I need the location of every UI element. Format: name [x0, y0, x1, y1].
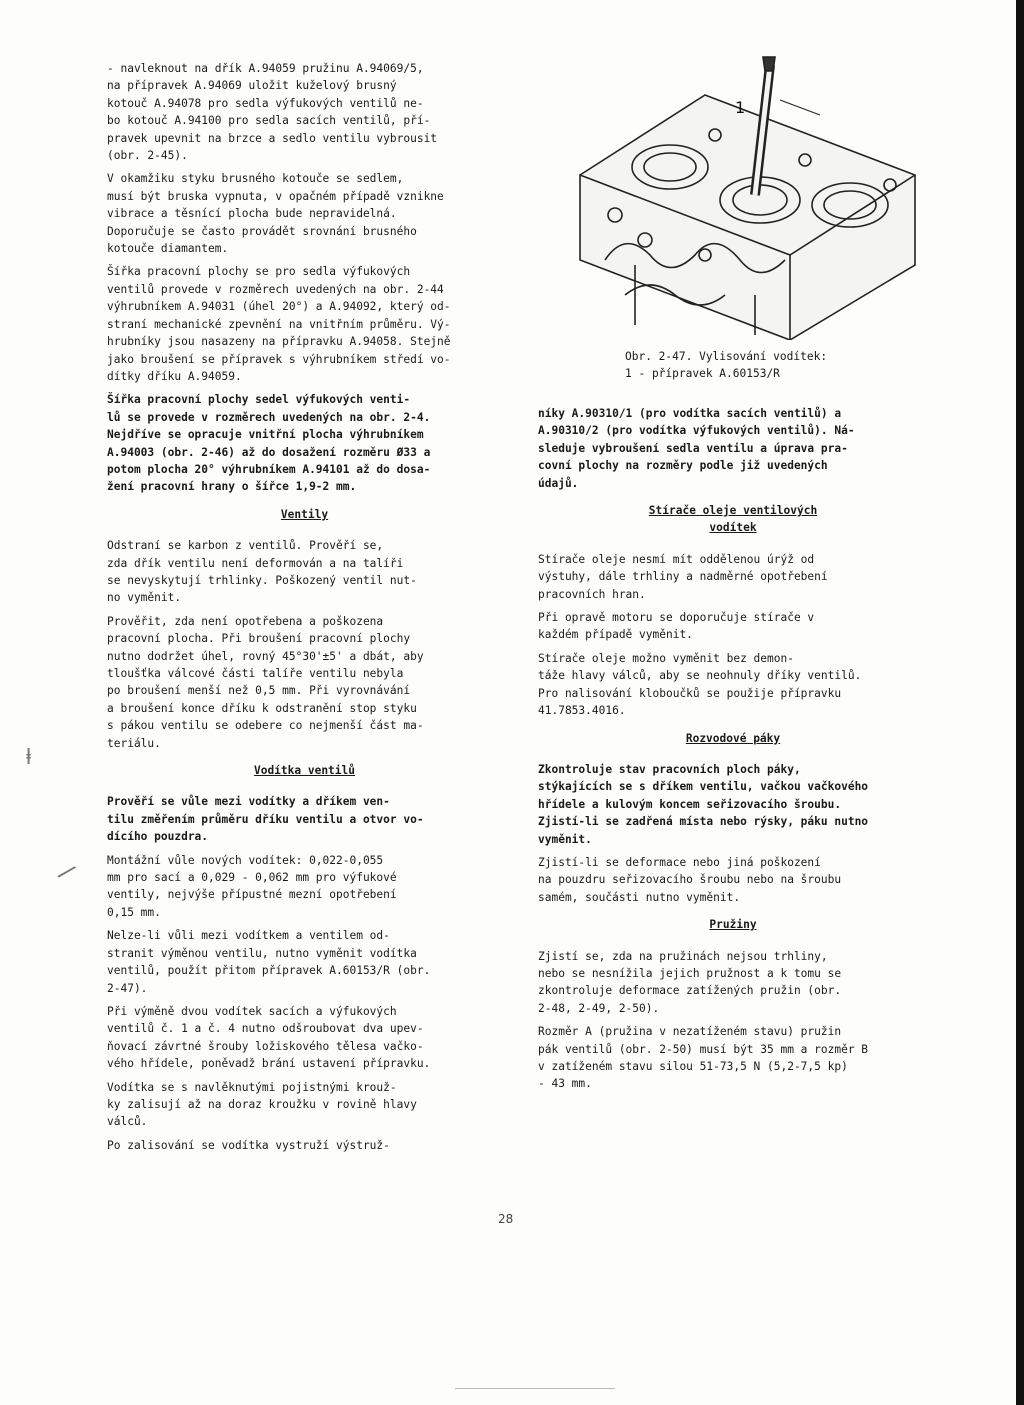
left-column: [107, 60, 502, 1154]
paragraph: Zkontroluje stav pracovních ploch páky, stýkajících se s dříkem ventilu, vačkou vačkového hřídele a kulovým koncem seřizovacího šroubu. Zjistí-li se zadřená místa nebo rýsky, páku nutno vyměnit.: [538, 762, 869, 846]
pencil-mark: ⱡ: [22, 745, 36, 770]
paragraph: níky A.90310/1 (pro vodítka sacích ventilů) a A.90310/2 (pro vodítka výfukových ventilů). Ná- sleduje vybroušení sedla ventilu a úprava pra- covní plochy na rozměry podle již uvedených údajů.: [538, 407, 855, 490]
scan-artifact-line: [455, 1388, 615, 1389]
section-heading-ventily: Ventily: [280, 507, 329, 521]
paragraph: Při opravě motoru se doporučuje stírače v každém případě vyměnit.: [538, 611, 815, 642]
paragraph: Stírače oleje možno vyměnit bez demon- táže hlavy válců, aby se neohnuly dříky ventilů. Pro nalisování kloboučků se použije přípravku 41.7853.4016.: [538, 651, 862, 718]
paragraph: Nelze-li vůli mezi vodítkem a ventilem od- stranit výměnou ventilu, nutno vyměnit vodítka ventilů, použít přitom přípravek A.60153/R (obr. 2-47).: [107, 929, 431, 995]
paragraph: Šířka pracovní plochy se pro sedla výfukových ventilů provede v rozměrech uvedených na obr. 2-44 výhrubníkem A.94031 (úhel 20°) a A.94092, který od- straní mechanické zpevnění na vnitřním průměru. Vý- hrubníky jsou nasazeny na přípravku A.94058. Stejně jako broušení se přípravek s výhrubníkem středí vo- dítky dříku A.94059.: [107, 265, 451, 383]
section-heading-voditka: Vodítka ventilů: [253, 764, 356, 778]
section-heading-rozvodove-paky: Rozvodové páky: [685, 731, 781, 745]
paragraph: Zjistí se, zda na pružinách nejsou trhliny, nebo se nesnížila jejich pružnost a k tomu se zkontroluje deformace zatížených pružin (obr. 2-48, 2-49, 2-50).: [538, 949, 842, 1015]
scan-edge: [1016, 0, 1024, 1405]
page-number: 28: [498, 1212, 514, 1226]
paragraph: Rozměr A (pružina v nezatíženém stavu) pružin pák ventilů (obr. 2-50) musí být 35 mm a rozměr B v zatíženém stavu silou 51-73,5 N (5,2-7,5 kp) - 43 mm.: [538, 1025, 869, 1091]
paragraph: Zjistí-li se deformace nebo jiná poškození na pouzdru seřizovacího šroubu nebo na šroubu samém, součásti nutno vyměnit.: [538, 855, 842, 904]
paragraph: - navleknout na dřík A.94059 pružinu A.94069/5, na přípravek A.94069 uložit kuželový brusný kotouč A.94078 pro sedla výfukových ventilů ne- bo kotouč A.94100 pro sedla sacích ventilů, pří- pravek upevnit na brzce a sedlo ventilu vybrousit (obr. 2-45).: [107, 62, 438, 163]
paragraph: V okamžiku styku brusného kotouče se sedlem, musí být bruska vypnuta, v opačném případě vznikne vibrace a těsnící plocha bude nepravidelná. Doporučuje se často provádět srovnání brusného kotouče diamantem.: [107, 172, 444, 256]
paragraph: Montážní vůle nových vodítek: 0,022-0,055 mm pro sací a 0,029 - 0,062 mm pro výfukové ventily, nejvýše přípustné mezní opotřebení 0,15 mm.: [107, 853, 397, 919]
paragraph: Vodítka se s navlěknutými pojistnými krouž- ky zalisují až na doraz kroužku v rovině hlavy válců.: [107, 1080, 417, 1129]
paragraph: Při výměně dvou vodítek sacích a výfukových ventilů č. 1 a č. 4 nutno odšroubovat dva upev- ňovací závrtné šrouby ložiskového tělesa vačko- vého hřídele, poněvadž brání ustavení přípravku.: [107, 1004, 431, 1071]
cylinder-head-illustration: [575, 55, 920, 340]
figure-callout-1: 1: [735, 98, 746, 117]
paragraph: Odstraní se karbon z ventilů. Prověří se, zda dřík ventilu není deformován a na talíři se nevyskytují trhlinky. Poškozený ventil nut- no vyměnit.: [107, 539, 417, 605]
paragraph: Prověří se vůle mezi vodítky a dříkem ven- tilu změřením průměru dříku ventilu a otvor vo- dícího pouzdra.: [107, 795, 424, 844]
pencil-mark: /: [54, 858, 80, 887]
paragraph: Po zalisování se vodítka vystruží výstruž-: [107, 1138, 390, 1152]
paragraph: Prověřit, zda není opotřebena a poškozena pracovní plocha. Při broušení pracovní plochy nutno dodržet úhel, rovný 45°30'±5' a dbát, aby tloušťka válcové části talíře ventilu nebyla po broušení menší než 0,5 mm. Při vyrovnávání a broušení konce dříku k odstranění stop styku s pákou ventilu se odebere co nejmenší část ma- teriálu.: [107, 614, 424, 750]
right-column: [538, 405, 928, 1093]
paragraph: Šířka pracovní plochy sedel výfukových venti- lů se provede v rozměrech uvedených na obr. 2-4. Nejdříve se opracuje vnitřní plocha výhrubníkem A.94003 (obr. 2-46) až do dosažení rozměru Ø33 a potom plocha 20° výhrubníkem A.94101 až do dosa- žení pracovní hrany o šířce 1,9-2 mm.: [107, 393, 431, 494]
paragraph: Stírače oleje nesmí mít oddělenou úrýž od výstuhy, dále trhliny a nadměrné opotřebení pracovních hran.: [538, 552, 828, 601]
section-heading-stirace: Stírače oleje ventilových vodítek: [648, 504, 818, 535]
figure-caption: Obr. 2-47. Vylisování vodítek: 1 - přípravek A.60153/R: [625, 350, 828, 381]
section-heading-pruziny: Pružiny: [709, 918, 757, 932]
